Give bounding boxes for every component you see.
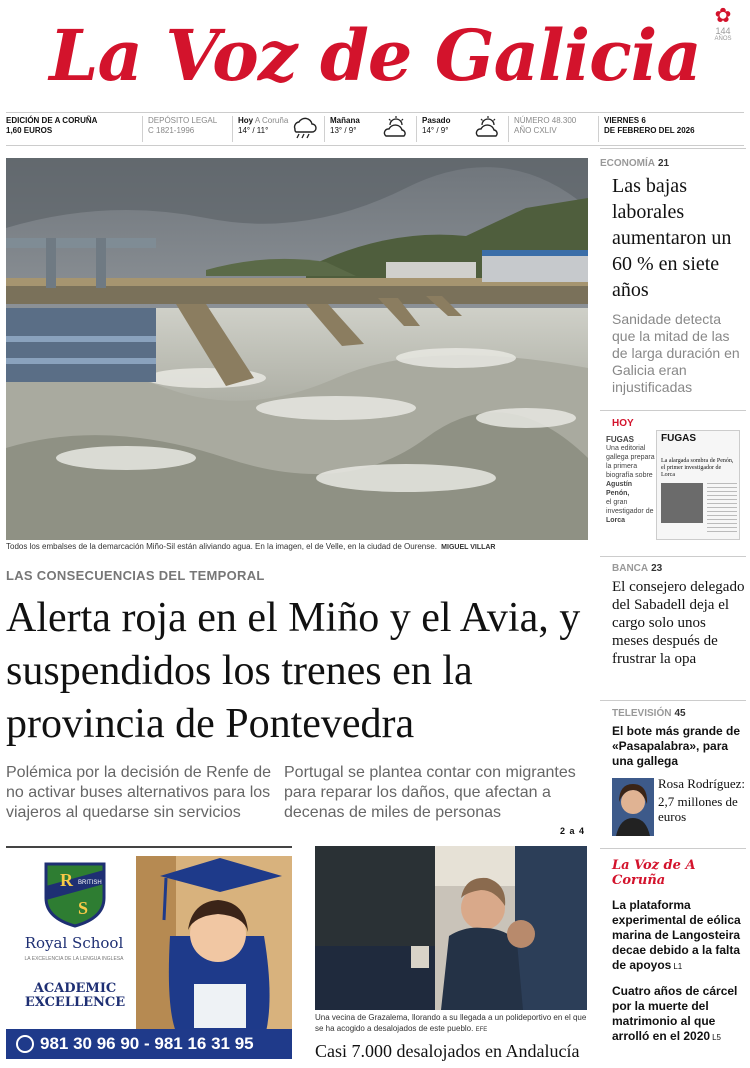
newspaper-logo[interactable]: La Voz de Galicia <box>49 14 701 97</box>
ad-phone-bar[interactable] <box>6 1029 292 1059</box>
caption-text: Todos los embalses de la demarcación Miño-Sil están aliviando agua. En la imagen, el de Velle, en la ciudad de Ourense. <box>6 542 437 551</box>
ad-tagline: LA EXCELENCIA DE LA LENGUA INGLESA <box>24 956 124 962</box>
weather-day: Hoy <box>238 116 254 125</box>
page-reference: 2 a 4 <box>560 826 585 836</box>
evacuees-photo-illustration <box>315 846 587 1010</box>
caption-text: Una vecina de Grazalema, llorando a su llegada a un polideportivo en el que se ha acogido a desalojados de este pueblo. <box>315 1013 587 1033</box>
sidebar-tv[interactable] <box>600 708 746 769</box>
coruna-story2[interactable]: Cuatro años de cárcel por la muerte del matrimonio al que arrolló en el 2020 <box>612 984 738 1043</box>
weather-day: Pasado <box>422 116 451 125</box>
masthead <box>0 0 750 110</box>
cloud-sun-icon <box>380 115 412 139</box>
section-page: 21 <box>658 158 670 169</box>
shield-icon <box>44 862 106 928</box>
main-photo[interactable] <box>6 158 588 540</box>
deposito-label: DEPÓSITO LEGAL <box>148 116 218 125</box>
sidebar-economia[interactable] <box>600 158 746 396</box>
date-line1: VIERNES 6 <box>604 116 646 125</box>
shield-ribbon-text: BRITISH <box>78 880 102 886</box>
weather-temps: 13° / 9° <box>330 126 357 135</box>
ad-line1: ACADEMIC <box>33 981 117 996</box>
sidebar-banca[interactable] <box>600 563 746 668</box>
price-label: 1,60 EUROS <box>6 126 53 135</box>
tv-winner-info <box>658 776 748 824</box>
tv-portrait-photo <box>612 778 654 836</box>
dam-photo-illustration <box>6 158 588 540</box>
photo-credit: MIGUEL VILLAR <box>441 544 496 551</box>
photo-credit: EFE <box>475 1027 488 1033</box>
date-info <box>604 116 695 136</box>
section-label: BANCA <box>612 563 649 574</box>
main-photo-caption <box>6 542 588 551</box>
coruna-story2-page: L5 <box>712 1033 721 1042</box>
weather-temps: 14° / 11° <box>238 126 269 135</box>
andalucia-caption <box>315 1012 587 1036</box>
ad-student-photo <box>136 856 292 1032</box>
rain-cloud-icon <box>288 115 320 139</box>
anniversary-number: 144 <box>715 26 731 36</box>
fugas-text2: el gran investigador de <box>606 499 654 515</box>
ad-line2: EXCELLENCE <box>24 995 126 1010</box>
fugas-mini-headline: La alargada sombra de Penón, el primer investigador de Lorca <box>661 458 734 478</box>
weather-tomorrow <box>330 116 360 136</box>
weather-today <box>238 116 288 136</box>
sidebar-hoy[interactable] <box>600 418 656 525</box>
shield-letter: R <box>60 870 73 890</box>
coruna-logo: La Voz de A Coruña <box>612 858 696 888</box>
section-page: 23 <box>651 563 663 574</box>
flower-icon: ✿ <box>714 5 732 27</box>
issue-year: AÑO CXLIV <box>514 126 557 135</box>
fugas-name: Agustín Penón, <box>606 481 633 497</box>
hoy-label: HOY <box>612 418 634 429</box>
fugas-place: Lorca <box>606 517 626 524</box>
issue-number: NÚMERO 48.300 <box>514 116 577 125</box>
weather-temps: 14° / 9° <box>422 126 449 135</box>
deposito-info <box>148 116 217 136</box>
issue-info <box>514 116 576 136</box>
shield-letter: S <box>78 898 89 918</box>
edition-label: EDICIÓN DE A CORUÑA <box>6 116 98 125</box>
weather-day: Mañana <box>330 116 360 125</box>
anniversary-label: AÑOS <box>714 36 732 42</box>
info-bar <box>6 112 744 146</box>
cloud-sun-icon <box>472 115 504 139</box>
deck-right: Portugal se plantea contar con migrantes para reparar los daños, que afectan a decenas de miles de personas <box>284 764 576 821</box>
section-label: ECONOMÍA <box>600 158 655 169</box>
section-label: TELEVISIÓN <box>612 708 672 719</box>
coruna-story1-page: L1 <box>673 962 683 971</box>
fugas-cover-thumbnail[interactable] <box>656 430 740 540</box>
ad-phone-number: 981 30 96 90 - 981 16 31 95 <box>40 1034 254 1053</box>
anniversary-badge <box>710 6 736 42</box>
main-kicker: LAS CONSECUENCIAS DEL TEMPORAL <box>6 568 265 583</box>
tv-headline[interactable]: El bote más grande de «Pasapalabra», para una gallega <box>612 724 741 768</box>
tv-winner-name: Rosa Rodríguez: <box>658 776 746 791</box>
deposito-value: C 1821-1996 <box>148 126 195 135</box>
phone-icon <box>16 1035 34 1053</box>
banca-headline[interactable]: El consejero delegado del Sabadell deja el cargo solo unos meses después de frustrar la opa <box>612 579 745 667</box>
weather-dayafter <box>422 116 450 136</box>
sidebar-coruna[interactable] <box>600 858 746 1045</box>
fugas-text: Una editorial gallega prepara la primera biografía sobre <box>606 445 655 479</box>
weather-place: A Coruña <box>254 116 289 125</box>
andalucia-headline[interactable]: Casi 7.000 desalojados en Andalucía <box>315 1041 580 1061</box>
fugas-mini-title: FUGAS <box>661 433 696 444</box>
advertisement-royal-school[interactable] <box>6 846 292 1059</box>
ad-academic-text <box>10 982 140 1010</box>
fugas-label: FUGAS <box>606 435 634 444</box>
main-headline[interactable]: Alerta roja en el Miño y el Avia, y suspendidos los trenes en la provincia de Pontevedra <box>6 595 581 747</box>
date-line2: DE FEBRERO DEL 2026 <box>604 126 695 135</box>
ad-school-name: Royal School <box>24 934 124 952</box>
andalucia-photo[interactable] <box>315 846 587 1010</box>
edition-info <box>6 116 97 136</box>
deck-left: Polémica por la decisión de Renfe de no activar buses alternativos para los viajeros al quedarse sin servicios <box>6 764 272 821</box>
tv-amount: 2,7 millones de euros <box>658 794 738 824</box>
coruna-story1[interactable]: La plataforma experimental de eólica marina de Langosteira decae debido a la falta de apoyos <box>612 898 741 972</box>
economia-headline[interactable]: Las bajas laborales aumentaron un 60 % en siete años <box>612 175 732 301</box>
section-page: 45 <box>674 708 686 719</box>
economia-subhead: Sanidade detecta que la mitad de las de larga duración en Galicia eran injustificadas <box>612 311 740 395</box>
